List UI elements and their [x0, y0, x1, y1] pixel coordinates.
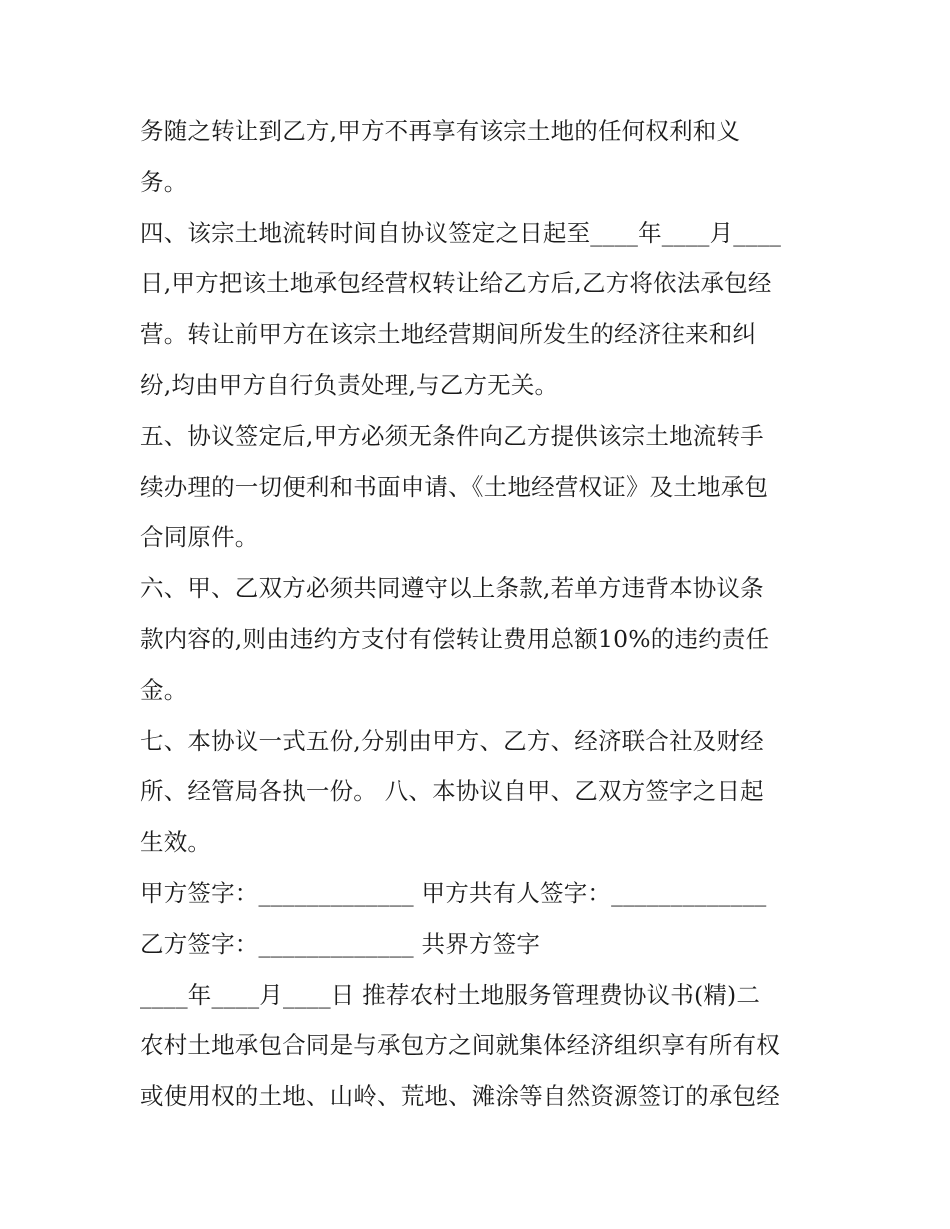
- clause-8-line: 所、经管局各执一份。 八、本协议自甲、乙双方签字之日起: [140, 777, 764, 806]
- clause-7-line: 七、本协议一式五份,分别由甲方、乙方、经济联合社及财经: [140, 726, 764, 755]
- signature-line-party-a: 甲方签字：_____________ 甲方共有人签字：_____________: [140, 878, 767, 907]
- clause-4-line: 四、该宗土地流转时间自协议签定之日起至____年____月____: [140, 218, 782, 247]
- date-and-title-line: ____年____月____日 推荐农村土地服务管理费协议书(精)二: [140, 980, 761, 1009]
- text-line: 纷,均由甲方自行负责处理,与乙方无关。: [140, 370, 559, 399]
- text-line: 农村土地承包合同是与承包方之间就集体经济组织享有所有权: [140, 1031, 780, 1060]
- text-line: 生效。: [140, 828, 212, 857]
- text-line: 合同原件。: [140, 523, 259, 552]
- signature-line-party-b: 乙方签字：_____________ 共界方签字: [140, 929, 541, 958]
- text-line: 金。: [140, 675, 188, 704]
- text-line: 日,甲方把该土地承包经营权转让给乙方后,乙方将依法承包经: [140, 269, 772, 298]
- clause-5-line: 五、协议签定后,甲方必须无条件向乙方提供该宗土地流转手: [140, 421, 764, 450]
- clause-6-line: 六、甲、乙双方必须共同遵守以上条款,若单方违背本协议条: [140, 574, 764, 603]
- text-line: 款内容的,则由违约方支付有偿转让费用总额10%的违约责任: [140, 624, 770, 653]
- document-page: [140, 111, 830, 1127]
- text-line: 或使用权的土地、山岭、荒地、滩涂等自然资源签订的承包经: [140, 1082, 780, 1111]
- text-line: 务随之转让到乙方,甲方不再享有该宗土地的任何权利和义: [140, 117, 741, 145]
- text-line: 务。: [140, 167, 188, 196]
- text-line: 营。转让前甲方在该宗土地经营期间所发生的经济往来和纠: [140, 320, 757, 349]
- text-line: 续办理的一切便利和书面申请、《土地经营权证》及土地承包: [140, 472, 769, 501]
